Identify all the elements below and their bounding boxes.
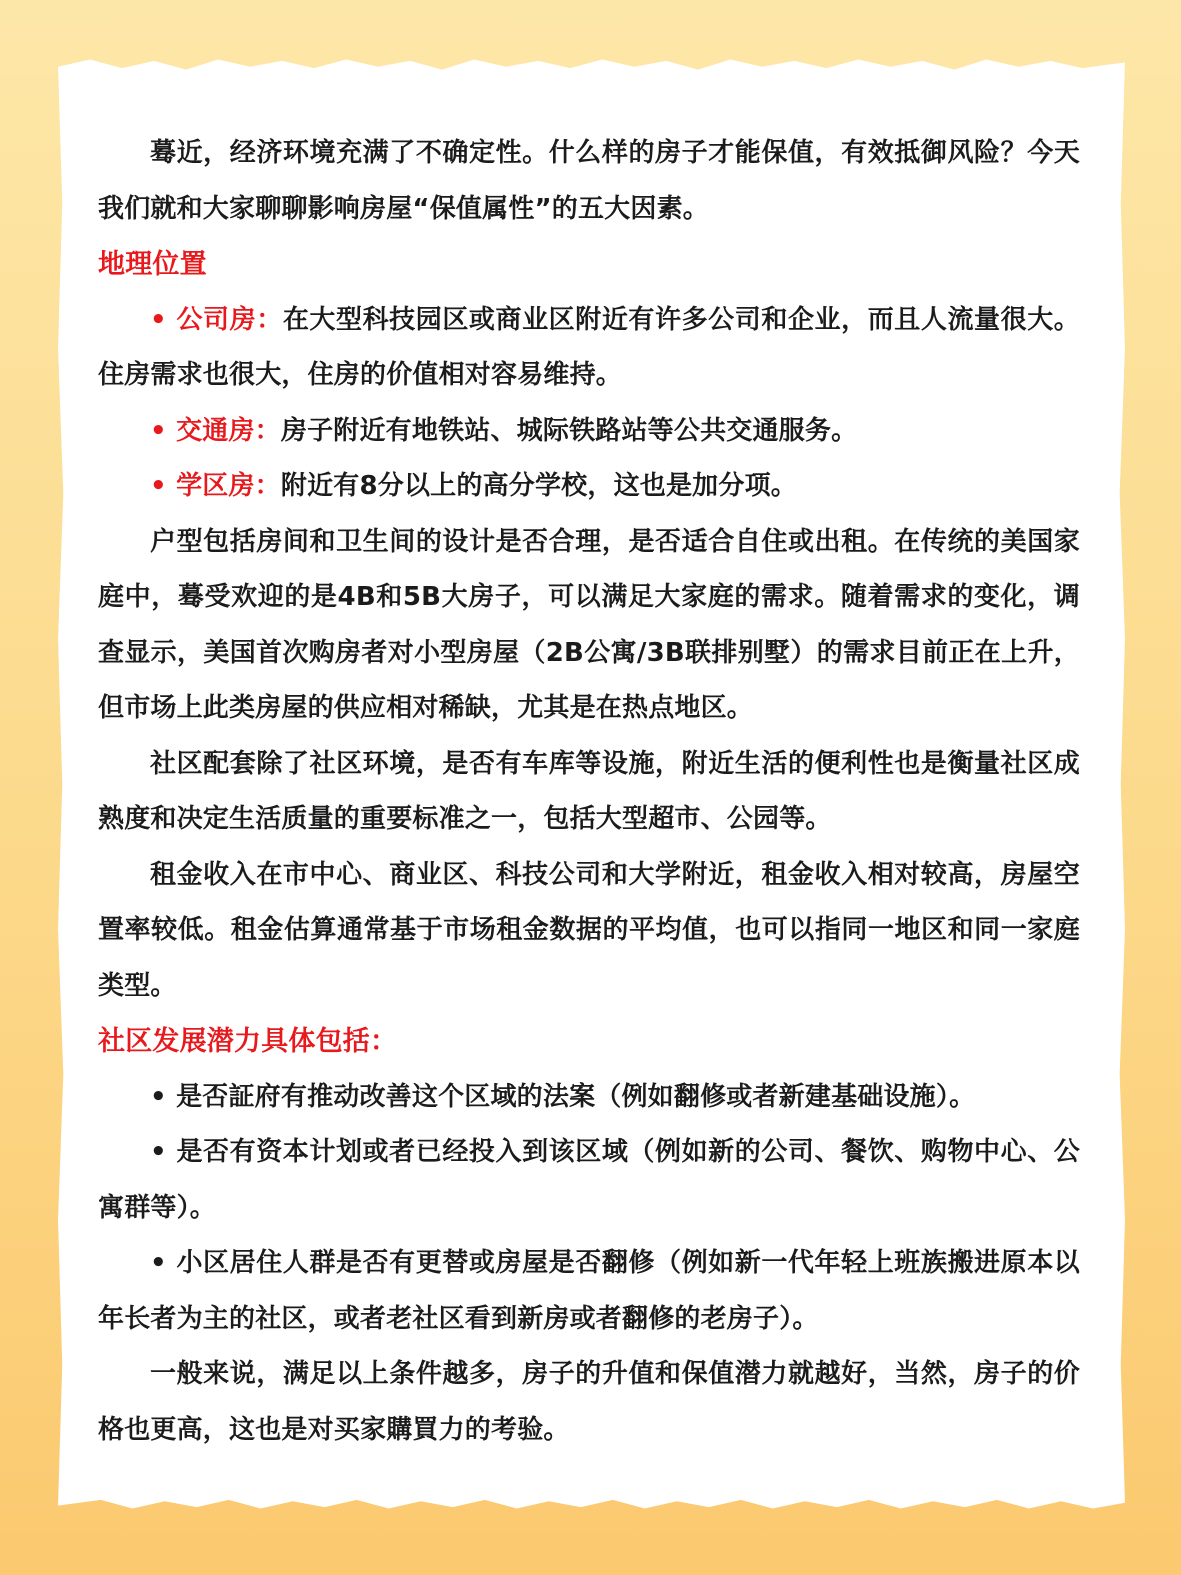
conclusion-paragraph: 一般来说，满足以上条件越多，房子的升值和保值潜力就越好，当然，房子的价格也更高，这也是对买家購買力的考验。 <box>98 1359 1080 1445</box>
section-heading-development-potential: 社区发展潜力具体包括： <box>98 1026 398 1057</box>
list-item: • 是否証府有推动改善这个区域的法案（例如翻修或者新建基础设施）。 <box>150 1081 976 1112</box>
list-item-label: • 交通房： <box>150 415 281 446</box>
article-body <box>98 126 1080 1458</box>
list-item-label: • 学区房： <box>150 471 281 501</box>
floorplan-paragraph: 户型包括房间和卫生间的设计是否合理，是否适合自住或出租。在传统的美国家庭中，蓦受欢迎的是4B和5B大房子，可以满足大家庭的需求。随着需求的变化，调查显示，美国首次购房者对小型房屋（2B公寓/3B联排别墅）的需求目前正在上升，但市场上此类房屋的供应相对稀缺，尤其是在热点地区。 <box>98 526 1080 723</box>
list-item: • 小区居住人群是否有更替或房屋是否翻修（例如新一代年轻上班族搬进原本以年长者为主的社区，或者老社区看到新房或者翻修的老房子）。 <box>98 1248 1080 1334</box>
section-heading-location: 地理位置 <box>98 249 207 280</box>
list-item-text: 房子附近有地铁站、城际铁路站等公共交通服务。 <box>280 415 858 446</box>
community-paragraph: 社区配套除了社区环境，是否有车库等设施，附近生活的便利性也是衡量社区成熟度和决定生活质量的重要标准之一，包括大型超市、公园等。 <box>98 748 1080 834</box>
list-item-company-housing <box>98 293 1080 404</box>
list-item: • 是否有资本计划或者已经投入到该区域（例如新的公司、餐饮、购物中心、公寓群等）。 <box>98 1137 1080 1223</box>
intro-paragraph: 蓦近，经济环境充满了不确定性。什么样的房子才能保值，有效抵御风险？今天我们就和大家聊聊影响房屋“保值属性”的五大因素。 <box>98 138 1080 224</box>
list-item-text: 附近有8分以上的高分学校，这也是加分项。 <box>280 471 797 501</box>
list-item-text: 在大型科技园区或商业区附近有许多公司和企业，而且人流量很大。住房需求也很大，住房的价值相对容易维持。 <box>98 304 1080 390</box>
list-item-label: • 公司房： <box>150 304 283 335</box>
list-item-school-district-housing <box>98 459 1080 515</box>
list-item-transit-housing <box>98 404 1080 460</box>
rent-paragraph: 租金收入在市中心、商业区、科技公司和大学附近，租金收入相对较高，房屋空置率较低。租金估算通常基于市场租金数据的平均值，也可以指同一地区和同一家庭类型。 <box>98 859 1080 1001</box>
